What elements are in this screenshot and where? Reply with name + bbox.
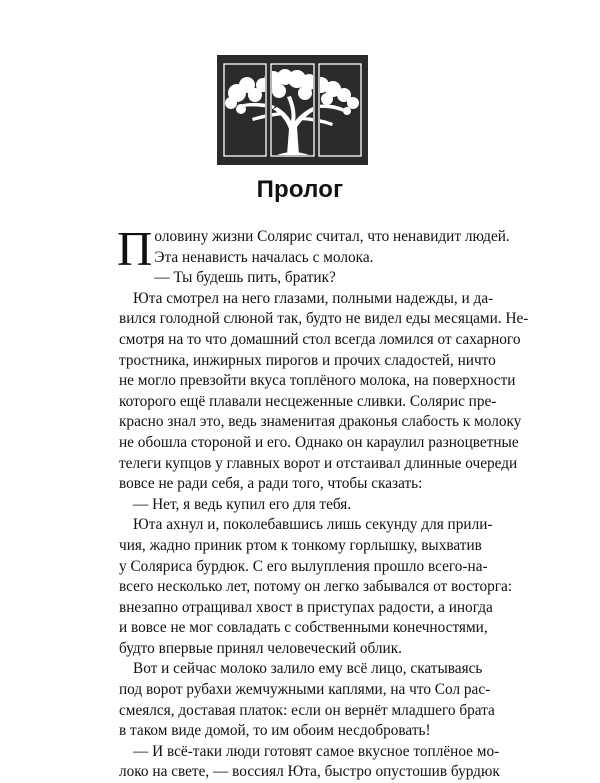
dialogue-line: — И всё-таки люди готовят самое вкусное топлёное мо- (133, 742, 500, 760)
text-line: Эта ненависть началась с молока. (154, 248, 374, 266)
text-line: телеги купцов у главных ворот и отстаивал длинные очереди (119, 454, 518, 472)
text-line: Вот и сейчас молоко залило ему всё лицо, скатываясь (133, 660, 483, 678)
text-line: внезапно отращивал хвост в приступах радости, а иногда (119, 598, 493, 616)
text-line: под ворот рубахи жемчужными каплями, на что Сол рас- (119, 681, 491, 699)
text-line: смеялся, доставая платок: если он вернёт младшего брата (119, 701, 495, 719)
chapter-body (117, 221, 529, 783)
text-line: чия, жадно приник ртом к тонкому горлышку, выхватив (119, 536, 482, 554)
text-line: вился голодной слюной так, будто не видел еды месяцами. Не- (119, 310, 529, 328)
dialogue-line: — Нет, я ведь купил его для тебя. (133, 495, 352, 513)
text-line: тростника, инжирных пирогов и прочих сладостей, ничто (119, 351, 496, 369)
text-line: красно знал это, ведь знаменитая драконья слабость к молоку (119, 413, 522, 431)
text-line: будто впервые принял человеческий облик. (119, 639, 402, 657)
text-line: оловину жизни Солярис считал, что ненавидит людей. (154, 228, 510, 245)
text-line: вовсе не ради себя, а ради того, чтобы сказать: (119, 475, 423, 493)
text-line: Юта смотрел на него глазами, полными надежды, и да- (133, 289, 494, 307)
text-line: в таком виде домой, то им обоим несдобровать! (119, 722, 431, 740)
text-line: не могло превзойти вкуса топлёного молока, на поверхности (119, 372, 516, 390)
text-line: и вовсе не мог совладать с собственными конечностями, (119, 619, 488, 637)
dialogue-line: — Ты будешь пить, братик? (154, 269, 336, 287)
chapter-emblem (217, 55, 368, 165)
text-line: которого ещё плавали несцеженные сливки. Солярис пре- (119, 392, 497, 410)
text-line: у Соляриса бурдюк. С его вылупления прошло всего-на- (119, 557, 488, 575)
text-line: смотря на то что домашний стол всегда ломился от сахарного (119, 330, 521, 348)
text-line: не обошла стороной и его. Однако он караулил разноцветные (119, 433, 519, 451)
text-line: локо на свете, — воссиял Юта, быстро опустошив бурдюк (119, 763, 500, 781)
text-line: всего несколько лет, потому он легко забывался от восторга: (119, 578, 513, 596)
tree-triptych-icon (217, 55, 368, 165)
text-line: Юта ахнул и, поколебавшись лишь секунду для прили- (133, 516, 493, 534)
chapter-title: Пролог (256, 176, 344, 203)
drop-cap: П (117, 221, 153, 276)
